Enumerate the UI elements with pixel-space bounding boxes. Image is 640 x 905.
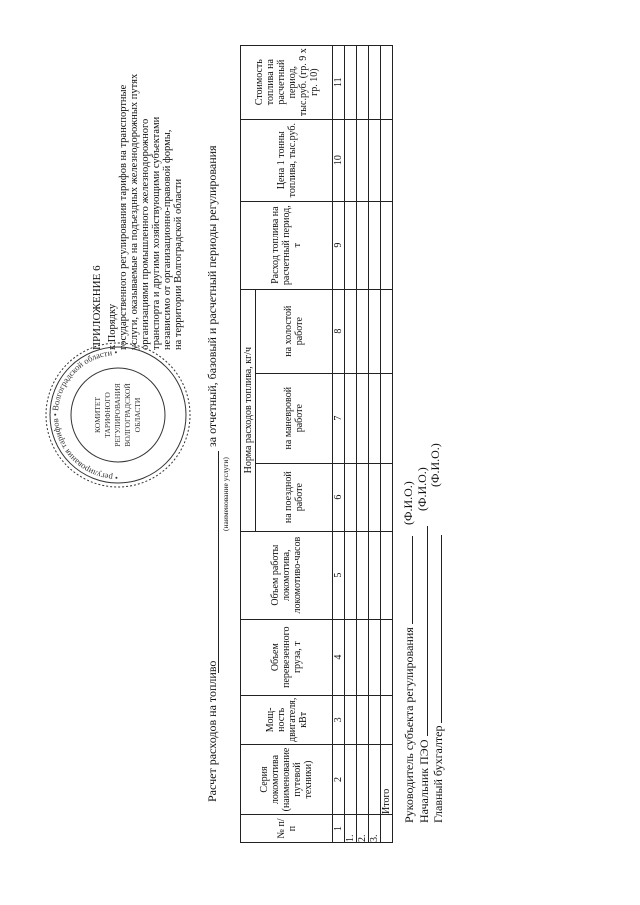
table-cell bbox=[381, 531, 393, 619]
table-row bbox=[369, 45, 381, 842]
official-seal bbox=[38, 335, 198, 495]
signature-peo-label: Начальник ПЭО bbox=[416, 739, 431, 823]
table-cell bbox=[369, 373, 381, 463]
seal-center-line: ОБЛАСТИ bbox=[133, 397, 142, 433]
appendix-line: услуги, оказываемые на подъездных железнодорожных путях bbox=[129, 73, 140, 350]
appendix-line: независимо от организационно-правовой формы, bbox=[162, 129, 173, 350]
table-cell bbox=[369, 463, 381, 531]
table-cell bbox=[381, 695, 393, 744]
header-cell: Объем перевезенного груза, т bbox=[241, 619, 333, 695]
table-cell bbox=[369, 745, 381, 815]
column-number: 6 bbox=[333, 463, 345, 531]
column-number: 7 bbox=[333, 373, 345, 463]
table-cell bbox=[381, 815, 393, 843]
service-name-note: (наименование услуги) bbox=[221, 457, 230, 531]
table-cell bbox=[357, 745, 369, 815]
signature-accountant-label: Главный бухгалтер bbox=[431, 725, 445, 823]
column-number: 8 bbox=[333, 289, 345, 373]
table-cell bbox=[369, 119, 381, 201]
seal-center-line: РЕГУЛИРОВАНИЯ bbox=[113, 383, 122, 447]
table-cell bbox=[381, 463, 393, 531]
table-header-row bbox=[241, 45, 256, 842]
row-number: 3. bbox=[369, 815, 381, 843]
header-cell: на поездной работе bbox=[256, 463, 333, 531]
table-cell bbox=[369, 619, 381, 695]
signature-blank bbox=[402, 536, 413, 624]
row-number: 2. bbox=[357, 815, 369, 843]
column-number: 10 bbox=[333, 119, 345, 201]
column-number-row bbox=[333, 45, 345, 842]
total-label: Итого bbox=[381, 745, 393, 815]
fio-label: (Ф.И.О.) bbox=[401, 481, 415, 525]
signature-head-label: Руководитель субъекта регулирования bbox=[402, 627, 416, 823]
table-row bbox=[345, 45, 357, 842]
appendix-line: организациями промышленного железнодорожного bbox=[140, 118, 151, 350]
signature-line-head bbox=[402, 523, 417, 823]
column-number: 11 bbox=[333, 45, 345, 119]
appendix-line: транспорта и другими хозяйствующими субъектами bbox=[151, 116, 162, 350]
table-cell bbox=[345, 619, 357, 695]
table-cell bbox=[381, 373, 393, 463]
table-cell bbox=[357, 619, 369, 695]
title-left-text: Расчет расходов на топливо bbox=[205, 660, 219, 802]
table-cell bbox=[357, 45, 369, 119]
row-number: 1. bbox=[345, 815, 357, 843]
table-cell bbox=[357, 201, 369, 289]
header-cell: Серия локомотива (наименование путевой техники) bbox=[241, 745, 333, 815]
column-number: 5 bbox=[333, 531, 345, 619]
table-cell bbox=[369, 45, 381, 119]
table-cell bbox=[357, 289, 369, 373]
total-row bbox=[381, 45, 393, 842]
appendix-line: на территории Волгоградской области bbox=[173, 178, 184, 350]
appendix-header bbox=[92, 20, 184, 350]
seal-ring-text: • регулирования тарифов • Волгоградской области • bbox=[49, 346, 119, 484]
table-cell bbox=[357, 463, 369, 531]
title-right-text: за отчетный, базовый и расчетный периоды регулирования bbox=[205, 145, 219, 447]
table-cell bbox=[381, 619, 393, 695]
table-cell bbox=[345, 695, 357, 744]
column-number: 9 bbox=[333, 201, 345, 289]
table-cell bbox=[345, 289, 357, 373]
header-cell: Мощ-ность двигателя, кВт bbox=[241, 695, 333, 744]
seal-center-line: ВОЛГОГРАДСКОЙ bbox=[123, 383, 132, 447]
header-group-cell: Норма расходов топлива, кг/ч bbox=[241, 289, 256, 531]
table-cell bbox=[345, 119, 357, 201]
service-name-blank bbox=[218, 451, 219, 673]
fio-label: (Ф.И.О.) bbox=[428, 443, 442, 487]
table-cell bbox=[345, 463, 357, 531]
header-cell: на холостой работе bbox=[256, 289, 333, 373]
table-cell bbox=[345, 201, 357, 289]
column-number: 4 bbox=[333, 619, 345, 695]
fio-label: (Ф.И.О.) bbox=[414, 467, 429, 511]
table-cell bbox=[357, 119, 369, 201]
table-cell bbox=[345, 531, 357, 619]
header-cell: Объем работы локомотива, локомотиво-часов bbox=[241, 531, 333, 619]
signature-blank bbox=[431, 535, 442, 723]
header-cell: Цена 1 тонны топлива, тыс.руб. bbox=[241, 119, 333, 201]
table-cell bbox=[357, 531, 369, 619]
header-cell: № п/п bbox=[241, 815, 333, 843]
header-cell: Стоимость топлива на расчетный период, тыс.руб. (гр. 9 х гр. 10) bbox=[241, 45, 333, 119]
appendix-line: государственного регулирования тарифов на транспортные bbox=[118, 84, 129, 350]
seal-center-line: КОМИТЕТ bbox=[93, 396, 102, 434]
column-number: 2 bbox=[333, 745, 345, 815]
header-cell: Расход топлива на расчетный период, т bbox=[241, 201, 333, 289]
table-cell bbox=[345, 745, 357, 815]
table-cell bbox=[369, 201, 381, 289]
column-number: 1 bbox=[333, 815, 345, 843]
signature-line-peo bbox=[417, 523, 432, 823]
table-cell bbox=[381, 45, 393, 119]
table-cell bbox=[369, 531, 381, 619]
table-row bbox=[357, 45, 369, 842]
table-cell bbox=[381, 119, 393, 201]
table-cell bbox=[381, 289, 393, 373]
table-cell bbox=[345, 45, 357, 119]
appendix-title: ПРИЛОЖЕНИЕ 6 bbox=[91, 265, 103, 350]
table-cell bbox=[381, 201, 393, 289]
header-cell: на маневровой работе bbox=[256, 373, 333, 463]
column-number: 3 bbox=[333, 695, 345, 744]
fuel-cost-table bbox=[240, 45, 393, 843]
fio-block bbox=[402, 443, 443, 525]
table-cell bbox=[357, 373, 369, 463]
signature-block bbox=[402, 523, 446, 823]
table-cell bbox=[369, 289, 381, 373]
appendix-line: к Порядку bbox=[107, 303, 118, 350]
table-cell bbox=[369, 695, 381, 744]
signature-line-accountant bbox=[431, 523, 446, 823]
table-cell bbox=[345, 373, 357, 463]
seal-center-line: ТАРИФНОГО bbox=[103, 392, 112, 438]
signature-blank bbox=[417, 526, 428, 736]
table-cell bbox=[357, 695, 369, 744]
